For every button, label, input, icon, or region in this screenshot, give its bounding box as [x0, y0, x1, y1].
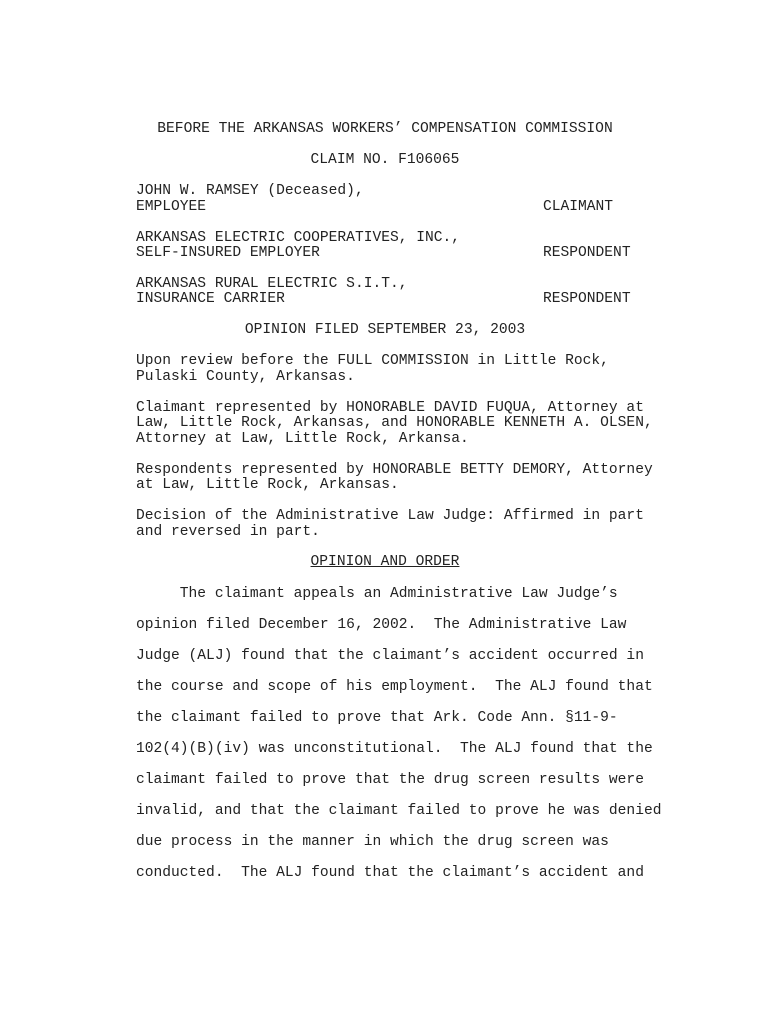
body-text-line: The claimant appeals an Administrative Law Judge’s	[136, 586, 618, 602]
body-text-line: opinion filed December 16, 2002. The Administrative Law	[136, 617, 627, 633]
party-carrier-name: ARKANSAS RURAL ELECTRIC S.I.T.,	[136, 276, 408, 292]
opinion-filed-date: OPINION FILED SEPTEMBER 23, 2003	[244, 322, 526, 338]
alj-decision-line: and reversed in part.	[136, 524, 320, 540]
body-text-line: the course and scope of his employment. The ALJ found that	[136, 679, 653, 695]
party-carrier-role: RESPONDENT	[543, 291, 631, 307]
claimant-representation-line: Claimant represented by HONORABLE DAVID FUQUA, Attorney at	[136, 400, 644, 416]
party-employer-type: SELF-INSURED EMPLOYER	[136, 245, 320, 261]
body-text-line: invalid, and that the claimant failed to prove he was denied	[136, 803, 662, 819]
body-text-line: due process in the manner in which the drug screen was	[136, 834, 609, 850]
party-claimant-name: JOHN W. RAMSEY (Deceased),	[136, 183, 364, 199]
body-text-line: Judge (ALJ) found that the claimant’s accident occurred in	[136, 648, 644, 664]
respondent-representation-line: at Law, Little Rock, Arkansas.	[136, 477, 399, 493]
commission-heading: BEFORE THE ARKANSAS WORKERS’ COMPENSATION COMMISSION	[157, 121, 613, 137]
party-claimant-type: EMPLOYEE	[136, 199, 207, 215]
body-text-line: conducted. The ALJ found that the claimant’s accident and	[136, 865, 644, 881]
opinion-and-order-heading: OPINION AND ORDER	[310, 554, 460, 570]
body-text-line: claimant failed to prove that the drug screen results were	[136, 772, 644, 788]
body-text-line: 102(4)(B)(iv) was unconstitutional. The ALJ found that the	[136, 741, 653, 757]
respondent-representation-line: Respondents represented by HONORABLE BETTY DEMORY, Attorney	[136, 462, 653, 478]
alj-decision-line: Decision of the Administrative Law Judge: Affirmed in part	[136, 508, 644, 524]
claimant-representation-line: Law, Little Rock, Arkansas, and HONORABLE KENNETH A. OLSEN,	[136, 415, 653, 431]
body-text-line: the claimant failed to prove that Ark. Code Ann. §11-9-	[136, 710, 618, 726]
claimant-representation-line: Attorney at Law, Little Rock, Arkansa.	[136, 431, 469, 447]
party-claimant-role: CLAIMANT	[543, 199, 614, 215]
party-employer-role: RESPONDENT	[543, 245, 631, 261]
party-employer-name: ARKANSAS ELECTRIC COOPERATIVES, INC.,	[136, 230, 461, 246]
review-line: Upon review before the FULL COMMISSION in Little Rock,	[136, 353, 609, 369]
review-line: Pulaski County, Arkansas.	[136, 369, 355, 385]
party-carrier-type: INSURANCE CARRIER	[136, 291, 285, 307]
claim-number: CLAIM NO. F106065	[310, 152, 460, 168]
